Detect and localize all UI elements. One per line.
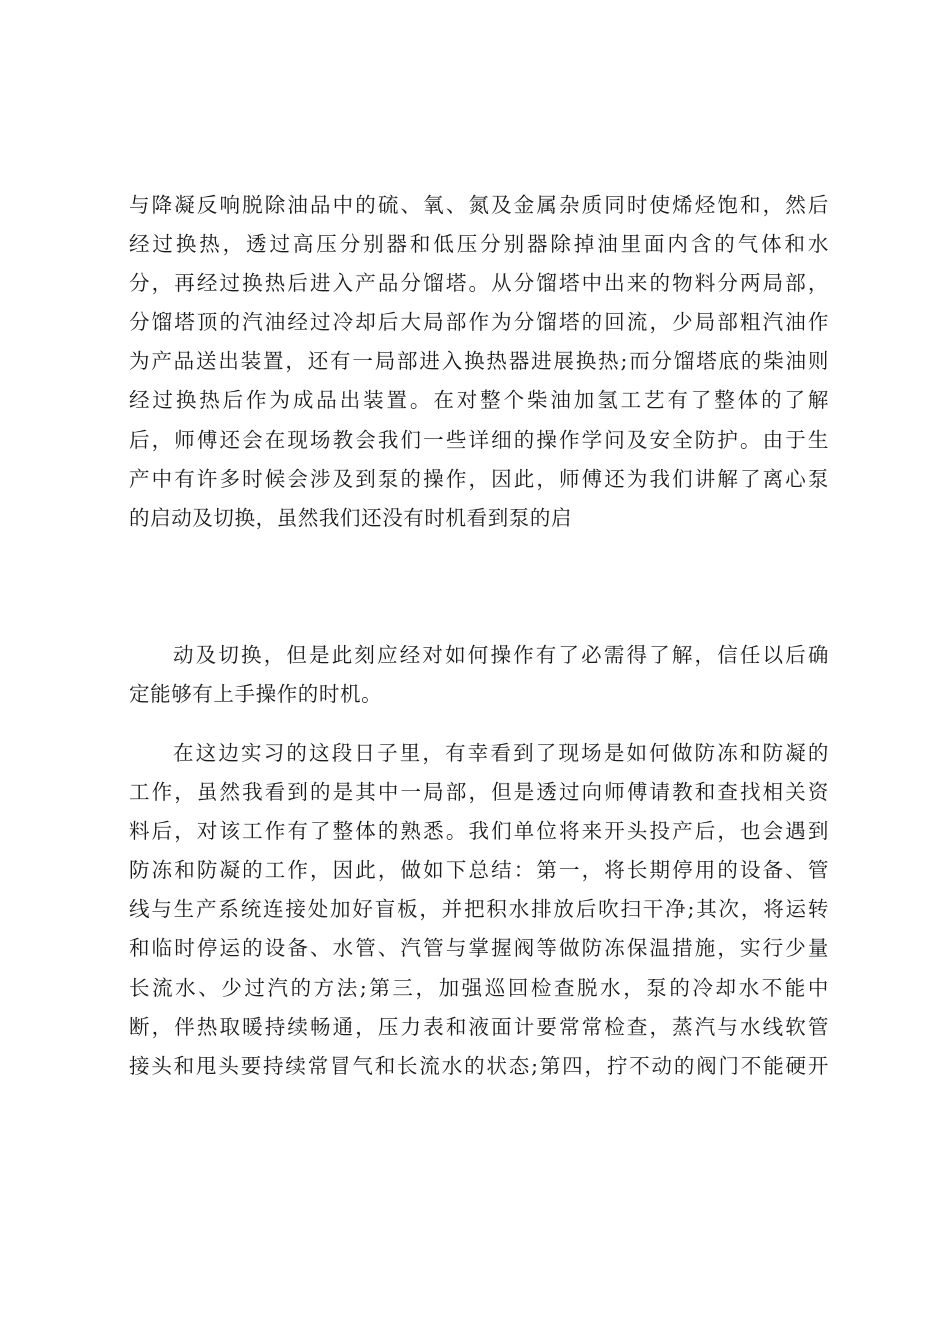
paragraph-line: 经过换热，透过高压分别器和低压分别器除掉油里面内含的气体和水 — [129, 232, 829, 257]
paragraph-line: 后，师傅还会在现场教会我们一些详细的操作学问及安全防护。由于生 — [129, 427, 829, 452]
paragraph-line: 防冻和防凝的工作，因此，做如下总结：第一，将长期停用的设备、管 — [129, 858, 829, 883]
paragraph-line: 线与生产系统连接处加好盲板，并把积水排放后吹扫干净;其次，将运转 — [129, 897, 829, 922]
paragraph-line: 与降凝反响脱除油品中的硫、氧、氮及金属杂质同时使烯烃饱和，然后 — [129, 193, 829, 217]
paragraph-line: 产中有许多时候会涉及到泵的操作，因此，师傅还为我们讲解了离心泵 — [129, 466, 829, 491]
paragraph-line: 接头和甩头要持续常冒气和长流水的状态;第四，拧不动的阀门不能硬开 — [129, 1053, 829, 1078]
paragraph-1 — [129, 186, 829, 538]
paragraph-line: 为产品送出装置，还有一局部进入换热器进展换热;而分馏塔底的柴油则 — [129, 349, 829, 374]
paragraph-line: 动及切换，但是此刻应经对如何操作有了必需得了解，信任以后确 — [173, 643, 829, 667]
paragraph-line: 工作，虽然我看到的是其中一局部，但是透过向师傅请教和查找相关资 — [129, 780, 829, 805]
paragraph-3 — [129, 734, 829, 1086]
paragraph-line: 和临时停运的设备、水管、汽管与掌握阀等做防冻保温措施，实行少量 — [129, 936, 829, 961]
paragraph-line: 分，再经过换热后进入产品分馏塔。从分馏塔中出来的物料分两局部， — [129, 271, 829, 296]
paragraph-line: 料后，对该工作有了整体的熟悉。我们单位将来开头投产后，也会遇到 — [129, 819, 829, 844]
paragraph-line: 分馏塔顶的汽油经过冷却后大局部作为分馏塔的回流，少局部粗汽油作 — [129, 310, 829, 335]
paragraph-line: 的启动及切换，虽然我们还没有时机看到泵的启 — [129, 505, 573, 530]
paragraph-line: 长流水、少过汽的方法;第三，加强巡回检查脱水，泵的冷却水不能中 — [129, 975, 829, 1000]
paragraph-line: 断，伴热取暖持续畅通，压力表和液面计要常常检查，蒸汽与水线软管 — [129, 1014, 829, 1039]
paragraph-line: 在这边实习的这段日子里，有幸看到了现场是如何做防冻和防凝的 — [173, 741, 829, 765]
paragraph-2 — [129, 636, 829, 714]
paragraph-line: 经过换热后作为成品出装置。在对整个柴油加氢工艺有了整体的了解 — [129, 388, 829, 413]
paragraph-line: 定能够有上手操作的时机。 — [129, 682, 383, 707]
